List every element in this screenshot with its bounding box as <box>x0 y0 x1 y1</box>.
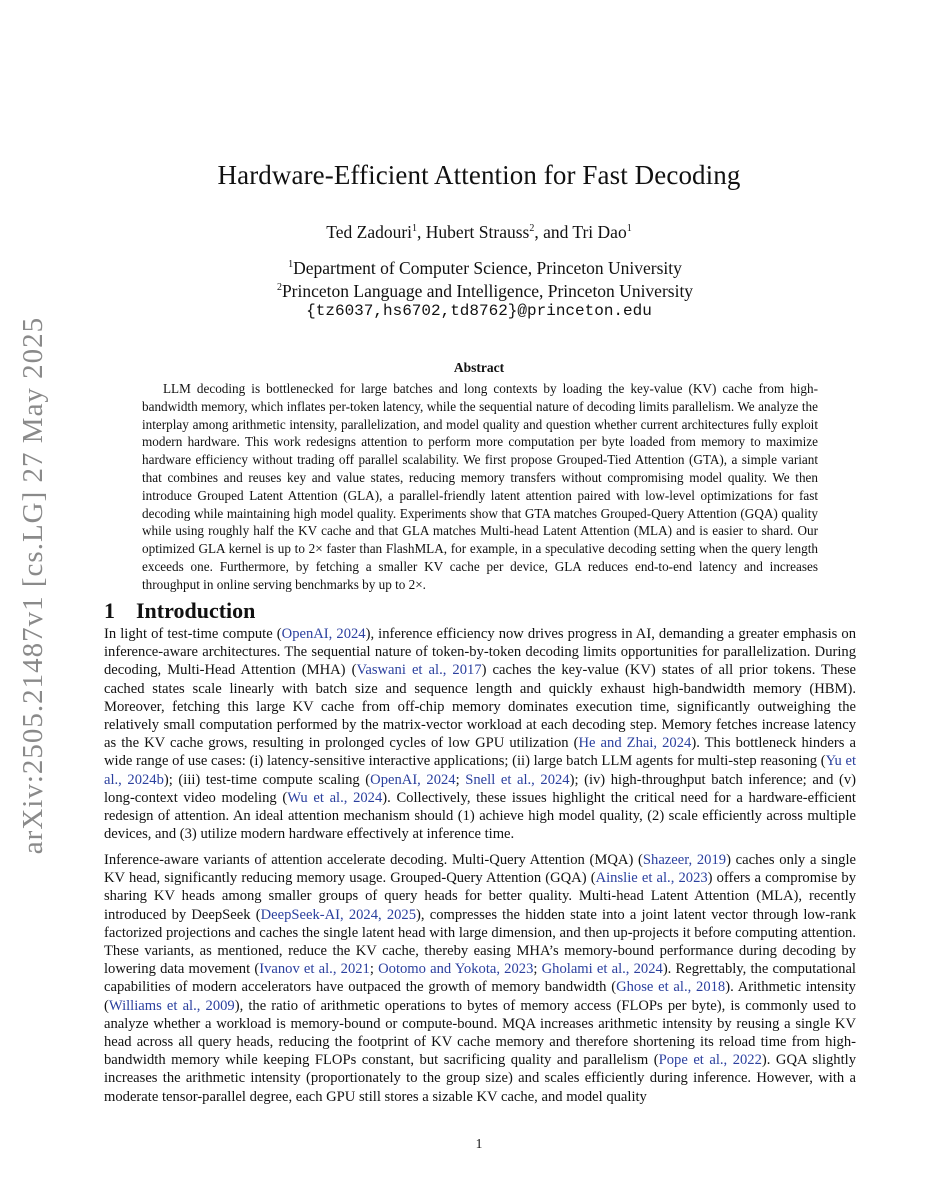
affiliation-text: Princeton Language and Intelligence, Princeton University <box>281 281 694 301</box>
citation-link[interactable]: Pope et al., 2022 <box>658 1052 762 1069</box>
paragraph-text: ) caches the key-value (KV) states of all prior tokens. These cached states scale linearly with batch size and sequence length and quickly exhaust high-bandwidth memory (HBM). Moreover, fetching this large KV cache from off-chip memory dominates execution time, significantly outweighing the relatively small computation performed by the matrix-vector workload at each decoding step. Memory fetches increase latency as the KV cache grows, resulting in prolonged cycles of low GPU utilization ( <box>104 662 856 752</box>
paragraph-text: ) offers a compromise by sharing KV heads among smaller groups of query heads for better quality. Multi-head Latent Attention (MLA), recently introduced by DeepSeek ( <box>104 870 857 923</box>
abstract-heading: Abstract <box>453 360 505 375</box>
citation-link[interactable]: Ainslie et al., 2023 <box>595 870 708 887</box>
citation-link[interactable]: DeepSeek-AI, 2024, 2025 <box>260 906 417 923</box>
section-heading <box>104 598 255 624</box>
author-list <box>0 222 925 243</box>
arxiv-identifier-text: arXiv:2505.21487v1 [cs.LG] 27 May 2025 <box>17 316 50 854</box>
author-separator: , and <box>534 222 573 242</box>
paragraph-text: ). Collectively, these issues highlight the critical need for a hardware-efficient redesign of attention. An ideal attention mechanism should (1) achieve high model quality, (2) scale efficiently across multiple devices, and (3) utilize modern hardware effectively at inference time. <box>104 789 856 843</box>
paragraph-text: ; <box>455 771 466 788</box>
paragraph-text: ; <box>369 961 379 978</box>
affiliation-line <box>0 258 925 279</box>
author-name: Hubert Strauss <box>425 222 530 242</box>
paragraph-text: ; <box>533 961 542 978</box>
author-name: Ted Zadouri <box>326 222 413 242</box>
abstract-text: LLM decoding is bottlenecked for large batches and long contexts by loading the key-value (KV) cache from high-bandwidth memory, which inflates per-token latency, while the sequential nature of decoding limits parallelism. We analyze the interplay among arithmetic intensity, parallelization, and model quality and question whether current architectures fully exploit modern hardware. This work redesigns attention to perform more computation per byte loaded from memory to maximize hardware efficiency without trading off parallel scalability. We first propose Grouped-Tied Attention (GTA), a simple variant that combines and reuses key and value states, reducing memory transfers without compromising model quality. We then introduce Grouped Latent Attention (GLA), a parallel-friendly latent attention paired with low-level optimizations for fast decoding while maintaining high model quality. Experiments show that GTA matches Grouped-Query Attention (GQA) quality while using roughly half the KV cache and that GLA matches Multi-head Latent Attention (MLA) and is easier to shard. Our optimized GLA kernel is up to 2× faster than FlashMLA, for example, in a speculative decoding setting when the query length exceeds one. Furthermore, by fetching a smaller KV cache per device, GLA reduces end-to-end latency and increases throughput in online serving benchmarks by up to 2×. <box>142 381 818 592</box>
citation-link[interactable]: Shazeer, 2019 <box>642 852 727 868</box>
affiliation-line <box>0 281 925 302</box>
author-name: Tri Dao <box>572 222 627 242</box>
affiliation-text: Department of Computer Science, Princeton University <box>293 258 682 278</box>
citation-link[interactable]: Ootomo and Yokota, 2023 <box>378 961 534 978</box>
citation-link[interactable]: Vaswani et al., 2017 <box>356 662 482 679</box>
paragraph-text: ), the ratio of arithmetic operations to bytes of memory access (FLOPs per byte), is commonly used to analyze whether a workload is memory-bound or compute-bound. MQA increases arithmetic intensity by reusing a single KV head across all query heads, reducing the footprint of KV cache memory and therefore shortening its reload time from high-bandwidth memory while keeping FLOPs constant, but sacrificing quality and parallelism ( <box>104 997 856 1069</box>
section-number: 1 <box>104 598 115 623</box>
citation-link[interactable]: Williams et al., 2009 <box>108 997 235 1014</box>
citation-link[interactable]: He and Zhai, 2024 <box>578 735 692 752</box>
author-separator: , <box>417 222 426 242</box>
author-affiliation-mark: 1 <box>626 223 632 235</box>
paragraph-text: In light of test-time compute ( <box>104 626 282 642</box>
affiliation-mark: 1 <box>288 259 294 271</box>
page-number: 1 <box>475 1136 483 1151</box>
paragraph-text: ), compresses the hidden state into a joint latent vector through low-rank factorized projections and caches the single latent head with large dimension, and then up-projects it before computing attention. These variants, as mentioned, reduce the KV cache, thereby easing MHA’s memory-bound performance during decoding by lowering data movement ( <box>104 906 857 978</box>
citation-link[interactable]: Wu et al., 2024 <box>287 789 383 806</box>
arxiv-identifier-stamp <box>10 310 58 860</box>
citation-link[interactable]: OpenAI, 2024 <box>281 626 366 642</box>
body-paragraph <box>104 625 856 843</box>
paragraph-text: ). This bottleneck hinders a wide range of use cases: (i) latency-sensitive interactive applications; (ii) large batch LLM agents for multi-step reasoning ( <box>104 735 856 770</box>
paragraph-text: ); (iii) test-time compute scaling ( <box>163 771 371 788</box>
citation-link[interactable]: Ghose et al., 2018 <box>616 979 726 996</box>
section-title: Introduction <box>136 598 256 623</box>
paragraph-text: ). Arithmetic intensity ( <box>104 979 856 1014</box>
paragraph-text: ). GQA slightly increases the arithmetic intensity (proportionately to the group size) and scales efficiently during inference. However, with a moderate tensor-parallel degree, each GPU still stores a sizable KV cache, and model quality <box>104 1052 857 1105</box>
author-email: {tz6037,hs6702,td8762}@princeton.edu <box>306 302 652 320</box>
author-affiliation-mark: 2 <box>529 223 535 235</box>
paragraph-text: ); (iv) high-throughput batch inference; and (v) long-context video modeling ( <box>104 771 856 806</box>
paper-title: Hardware-Efficient Attention for Fast Decoding <box>217 160 741 190</box>
paragraph-text: ) caches only a single KV head, significantly reducing memory usage. Grouped-Query Attention (GQA) ( <box>104 852 857 887</box>
body-paragraph <box>104 851 856 1106</box>
citation-link[interactable]: Snell et al., 2024 <box>465 771 570 788</box>
affiliation-mark: 2 <box>276 282 282 294</box>
citation-link[interactable]: OpenAI, 2024 <box>370 771 456 788</box>
citation-link[interactable]: Ivanov et al., 2021 <box>259 961 370 978</box>
paragraph-text: Inference-aware variants of attention accelerate decoding. Multi-Query Attention (MQA) ( <box>104 852 643 868</box>
paragraph-text: ). Regrettably, the computational capabilities of modern accelerators have outpaced the growth of memory bandwidth ( <box>104 961 856 996</box>
citation-link[interactable]: Gholami et al., 2024 <box>541 961 663 978</box>
author-affiliation-mark: 1 <box>412 223 418 235</box>
paragraph-text: ), inference efficiency now drives progress in AI, demanding a greater emphasis on inference-aware architectures. The sequential nature of token-by-token decoding limits opportunities for parallelization. During decoding, Multi-Head Attention (MHA) ( <box>104 626 856 679</box>
citation-link[interactable]: Yu et al., 2024b <box>104 753 856 788</box>
